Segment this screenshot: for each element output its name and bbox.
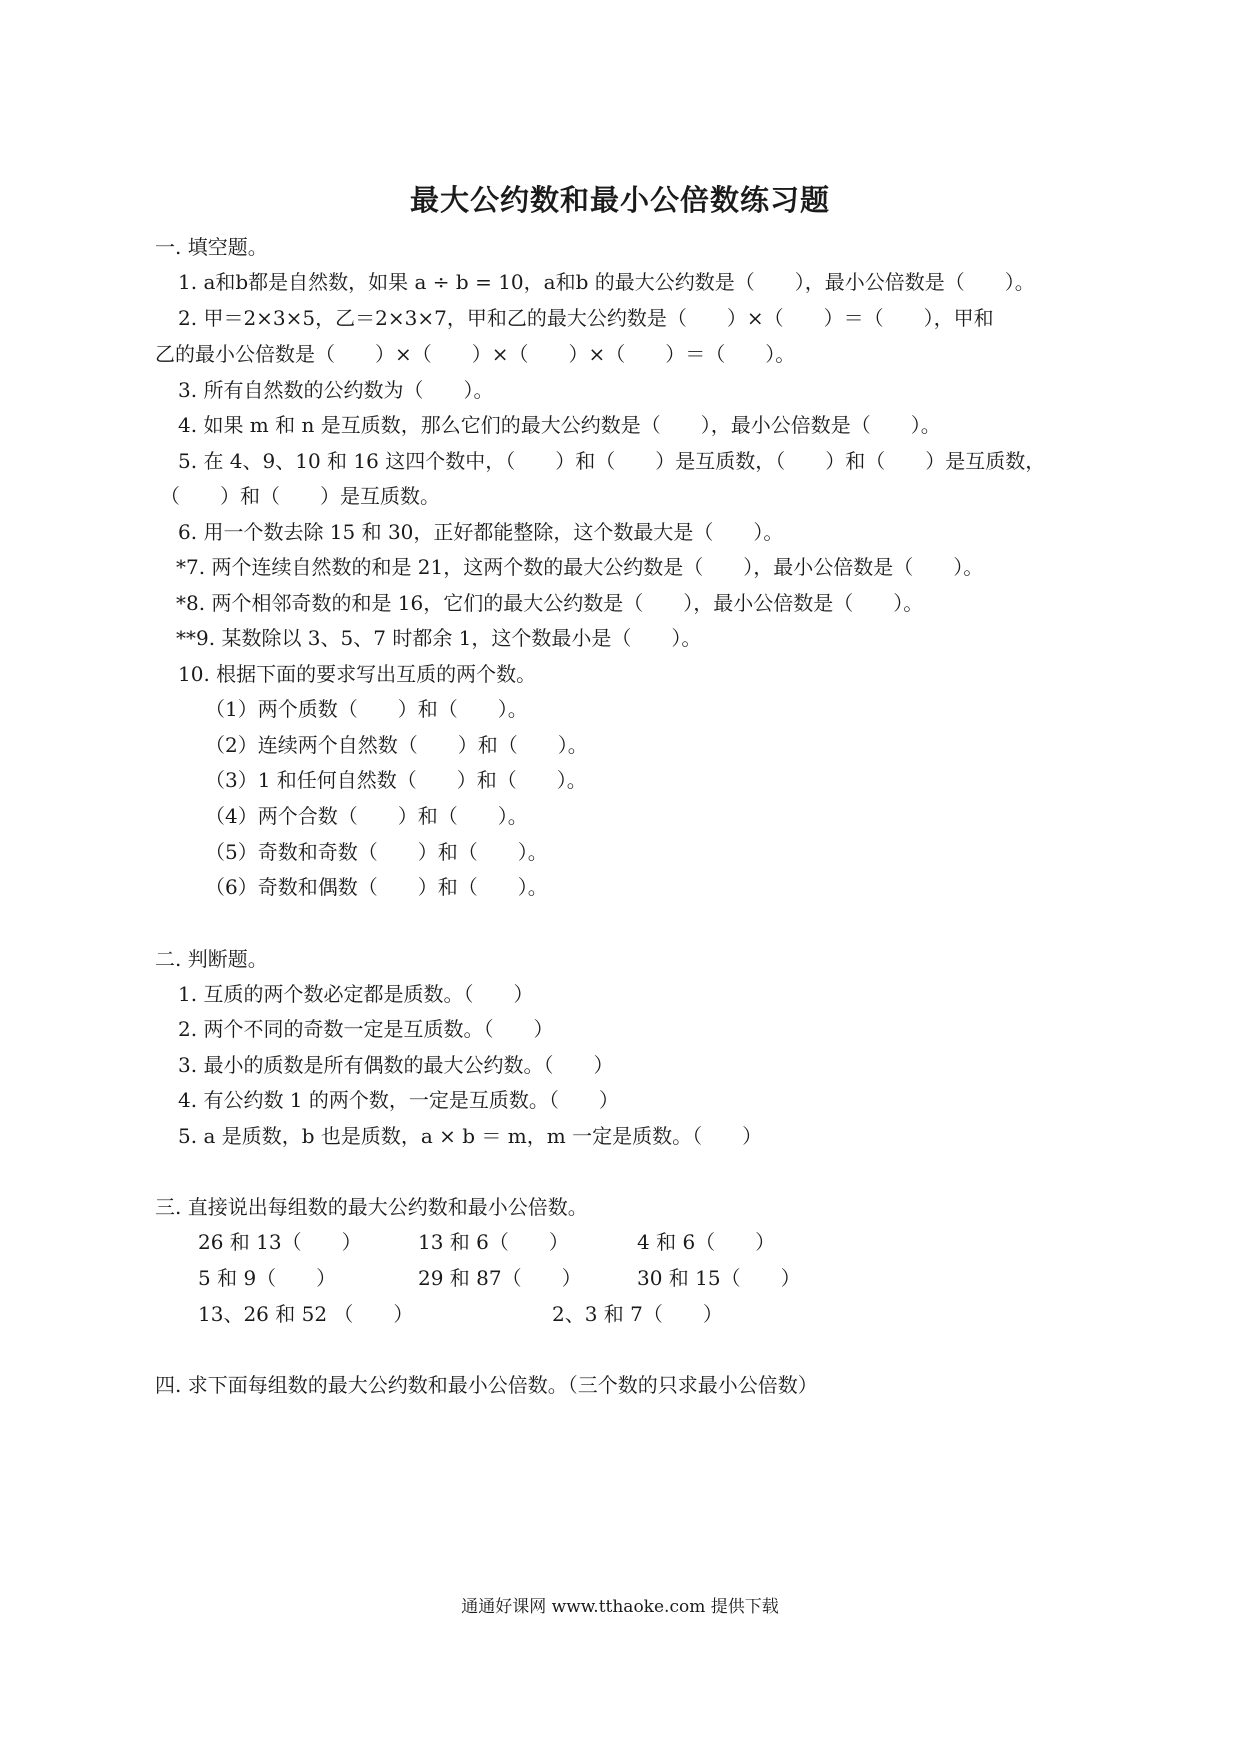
group-item: 4 和 6（ ） bbox=[637, 1230, 776, 1254]
page-title: 最大公约数和最小公倍数练习题 bbox=[409, 183, 830, 217]
question-1-4: 4. 如果 m 和 n 是互质数，那么它们的最大公约数是（ ），最小公倍数是（ ）。 bbox=[178, 413, 941, 437]
question-1-10-item: （4）两个合数（ ）和（ ）。 bbox=[205, 804, 528, 828]
question-1-7: *7. 两个连续自然数的和是 21，这两个数的最大公约数是（ ），最小公倍数是（ ）。 bbox=[176, 555, 984, 579]
section4-heading: 四. 求下面每组数的最大公约数和最小公倍数。（三个数的只求最小公倍数） bbox=[155, 1373, 818, 1397]
group-item: 26 和 13（ ） bbox=[198, 1230, 362, 1254]
question-1-2-line1: 2. 甲＝2×3×5，乙＝2×3×7，甲和乙的最大公约数是（ ）×（ ）＝（ ），甲和 bbox=[178, 306, 994, 330]
group-item: 13、26 和 52 （ ） bbox=[198, 1302, 414, 1326]
section3-heading: 三. 直接说出每组数的最大公约数和最小公倍数。 bbox=[155, 1195, 588, 1219]
judge-item: 4. 有公约数 1 的两个数，一定是互质数。（ ） bbox=[178, 1088, 619, 1112]
section2-heading: 二. 判断题。 bbox=[155, 947, 268, 971]
group-item: 13 和 6（ ） bbox=[418, 1230, 569, 1254]
question-1-6: 6. 用一个数去除 15 和 30，正好都能整除，这个数最大是（ ）。 bbox=[178, 520, 784, 544]
question-1-2-line2: 乙的最小公倍数是（ ）×（ ）×（ ）×（ ）＝（ ）。 bbox=[155, 342, 796, 366]
question-1-8: *8. 两个相邻奇数的和是 16，它们的最大公约数是（ ），最小公倍数是（ ）。 bbox=[176, 591, 924, 615]
question-1-1: 1. a和b都是自然数，如果 a ÷ b = 10，a和b 的最大公约数是（ ），最小公倍数是（ ）。 bbox=[178, 270, 1035, 294]
question-1-10-item: （3）1 和任何自然数（ ）和（ ）。 bbox=[205, 768, 587, 792]
question-1-10-item: （5）奇数和奇数（ ）和（ ）。 bbox=[205, 840, 548, 864]
footer-text: 通通好课网 www.tthaoke.com 提供下载 bbox=[461, 1597, 779, 1617]
question-1-3: 3. 所有自然数的公约数为（ ）。 bbox=[178, 378, 494, 402]
group-item: 2、3 和 7（ ） bbox=[552, 1302, 723, 1326]
question-1-10-item: （6）奇数和偶数（ ）和（ ）。 bbox=[205, 875, 548, 899]
judge-item: 5. a 是质数，b 也是质数，a × b ＝ m，m 一定是质数。（ ） bbox=[178, 1124, 763, 1148]
question-1-10-item: （2）连续两个自然数（ ）和（ ）。 bbox=[205, 733, 588, 757]
group-item: 29 和 87（ ） bbox=[418, 1266, 582, 1290]
question-1-5-line2: （ ）和（ ）是互质数。 bbox=[160, 484, 440, 508]
question-1-10-item: （1）两个质数（ ）和（ ）。 bbox=[205, 697, 528, 721]
judge-item: 2. 两个不同的奇数一定是互质数。（ ） bbox=[178, 1017, 554, 1041]
group-item: 5 和 9（ ） bbox=[198, 1266, 337, 1290]
group-item: 30 和 15（ ） bbox=[637, 1266, 801, 1290]
judge-item: 1. 互质的两个数必定都是质数。（ ） bbox=[178, 982, 534, 1006]
question-1-9: **9. 某数除以 3、5、7 时都余 1，这个数最小是（ ）。 bbox=[176, 626, 702, 650]
section1-heading: 一. 填空题。 bbox=[155, 235, 268, 259]
question-1-5-line1: 5. 在 4、9、10 和 16 这四个数中，（ ）和（ ）是互质数，（ ）和（ ）是互质数， bbox=[178, 449, 1046, 473]
judge-item: 3. 最小的质数是所有偶数的最大公约数。（ ） bbox=[178, 1053, 614, 1077]
question-1-10: 10. 根据下面的要求写出互质的两个数。 bbox=[178, 662, 537, 686]
